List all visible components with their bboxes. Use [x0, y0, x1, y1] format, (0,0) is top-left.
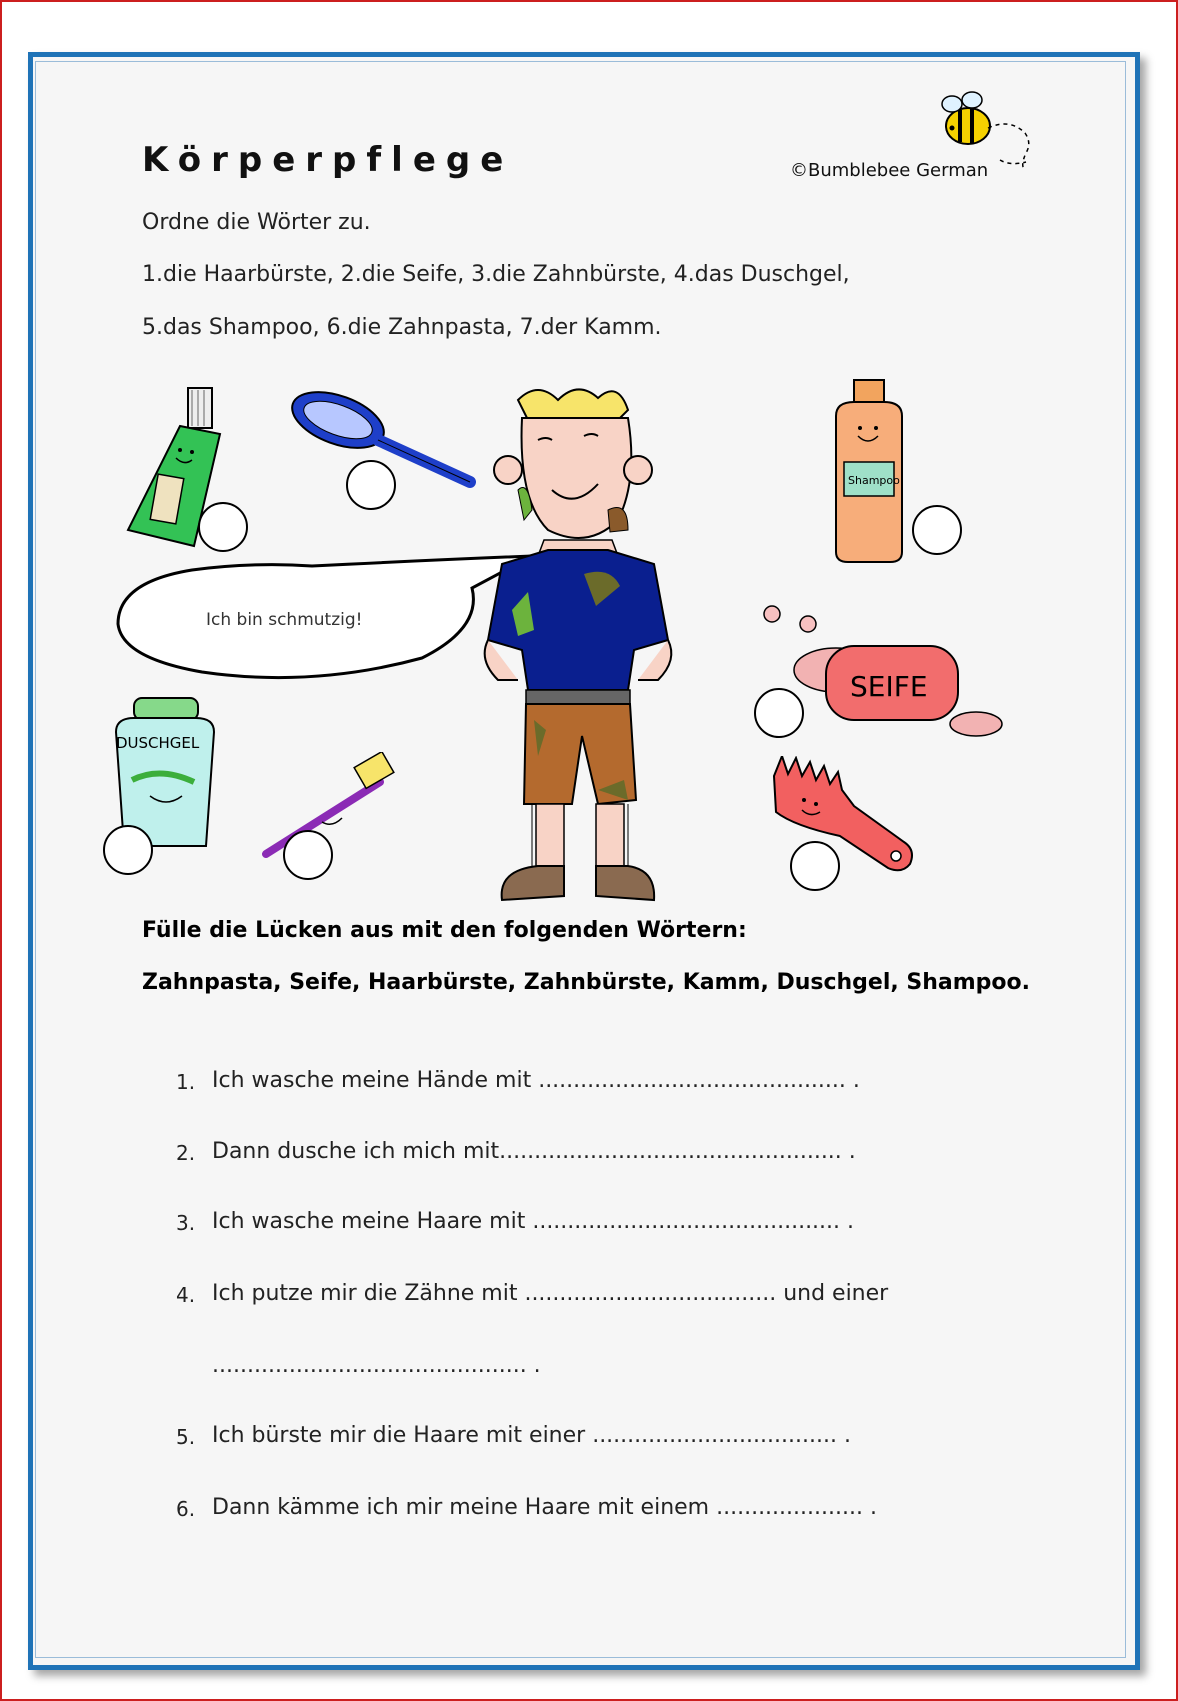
word-list-line-1: 1.die Haarbürste, 2.die Seife, 3.die Zahnbürste, 4.das Duschgel,: [142, 262, 850, 287]
bee-icon: [930, 88, 1050, 188]
worksheet-title: Körperpflege: [142, 140, 514, 180]
shampoo-illustration: [820, 376, 920, 566]
exercise-number: 2.: [176, 1141, 196, 1165]
answer-circle-showergel: [101, 823, 155, 877]
exercise-number: 1.: [176, 1070, 196, 1094]
exercise-sentence: Ich wasche meine Haare mit ............................................ .: [212, 1209, 855, 1234]
exercise-sentence-continued: ............................................. .: [212, 1353, 541, 1378]
word-list-line-2: 5.das Shampoo, 6.die Zahnpasta, 7.der Kamm.: [142, 315, 662, 340]
fill-word-list: Zahnpasta, Seife, Haarbürste, Zahnbürste, Kamm, Duschgel, Shampoo.: [142, 970, 1031, 995]
instruction-order-words: Ordne die Wörter zu.: [142, 210, 371, 235]
exercise-sentence: Ich bürste mir die Haare mit einer ................................... .: [212, 1423, 851, 1448]
answer-circle-comb: [788, 839, 842, 893]
exercise-sentence: Dann kämme ich mir meine Haare mit einem ..................... .: [212, 1495, 877, 1520]
showergel-label: DUSCHGEL: [116, 734, 200, 752]
dirty-boy-illustration: [478, 360, 718, 906]
exercise-sentence: Dann dusche ich mich mit................................................. .: [212, 1139, 856, 1164]
exercise-sentence: Ich wasche meine Hände mit ............................................ .: [212, 1068, 860, 1093]
copyright-text: ©Bumblebee German: [790, 160, 989, 181]
speech-bubble-text: Ich bin schmutzig!: [206, 610, 363, 630]
exercise-number: 5.: [176, 1425, 196, 1449]
exercise-number: 3.: [176, 1211, 196, 1235]
instruction-fill-gaps: Fülle die Lücken aus mit den folgenden Wörtern:: [142, 918, 747, 943]
answer-circle-toothbrush: [281, 828, 335, 882]
answer-circle-soap: [752, 686, 806, 740]
exercise-sentence: Ich putze mir die Zähne mit .................................... und einer: [212, 1281, 889, 1306]
exercise-number: 6.: [176, 1497, 196, 1521]
answer-circle-hairbrush: [344, 458, 398, 512]
answer-circle-toothpaste: [196, 500, 250, 554]
answer-circle-shampoo: [910, 503, 964, 557]
soap-label: SEIFE: [850, 670, 928, 703]
shampoo-bottle-label: Shampoo: [848, 474, 900, 487]
exercise-number: 4.: [176, 1283, 196, 1307]
